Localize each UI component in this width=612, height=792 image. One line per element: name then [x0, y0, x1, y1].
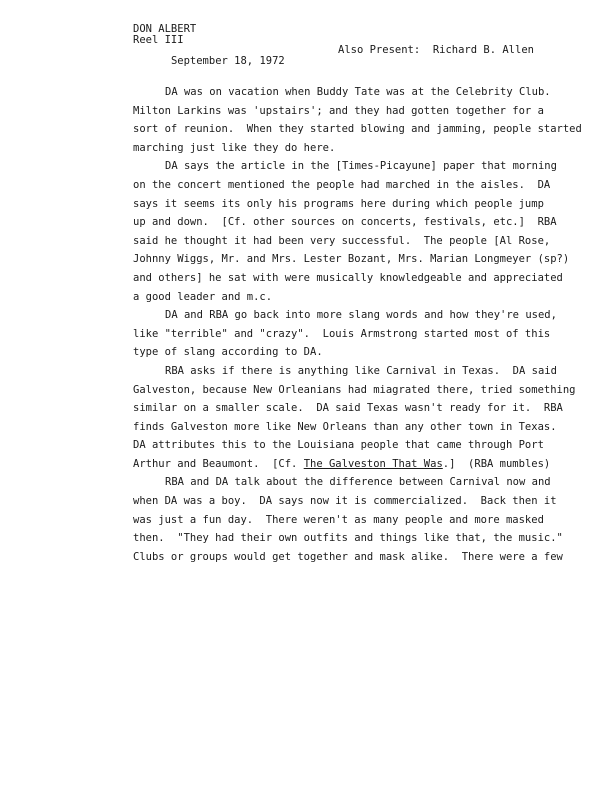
text-line: like "terrible" and "crazy". Louis Armstrong started most of this — [133, 327, 551, 340]
text-line: when DA was a boy. DA says now it is commercialized. Back then it — [133, 495, 557, 508]
transcript-body — [133, 83, 582, 566]
text-line: DA was on vacation when Buddy Tate was at the Celebrity Club. — [165, 86, 551, 98]
text-line: says it seems its only his programs here during which people jump — [133, 197, 544, 210]
text-line: a good leader and m.c. — [133, 290, 273, 303]
text-line: DA says the article in the [Times-Picayune] paper that morning — [165, 160, 557, 173]
text-line: Milton Larkins was 'upstairs'; and they had gotten together for a — [133, 104, 544, 117]
page-header — [133, 23, 593, 67]
paragraph-5 — [133, 473, 573, 566]
text-line: Johnny Wiggs, Mr. and Mrs. Lester Bozant, Mrs. Marian Longmeyer (sp?) — [133, 253, 570, 266]
text-line: DA and RBA go back into more slang words and how they're used, — [165, 309, 557, 322]
text-line: said he thought it had been very successful. The people [Al Rose, — [133, 234, 551, 247]
text-line: RBA asks if there is anything like Carnival in Texas. DA said — [165, 364, 557, 377]
text-line: finds Galveston more like New Orleans than any other town in Texas. — [133, 420, 557, 433]
interviewee-name: DON ALBERT — [133, 23, 197, 35]
text-line: marching just like they do here. — [133, 141, 336, 154]
text-line: similar on a smaller scale. DA said Texas wasn't ready for it. RBA — [133, 402, 563, 415]
text-line: Clubs or groups would get together and mask alike. There were a few — [133, 550, 563, 563]
also-present: Also Present: Richard B. Allen — [338, 44, 534, 56]
text-line: up and down. [Cf. other sources on concerts, festivals, etc.] RBA — [133, 216, 557, 229]
text-line: Galveston, because New Orleanians had miagrated there, tried something — [133, 383, 576, 396]
text-segment: .] (RBA mumbles) — [442, 457, 551, 470]
text-line: RBA and DA talk about the difference between Carnival now and — [165, 476, 551, 489]
text-line-with-citation — [133, 455, 573, 474]
text-line: sort of reunion. When they started blowing and jamming, people started — [133, 123, 582, 136]
text-line: DA attributes this to the Louisiana people that came through Port — [133, 439, 544, 452]
cited-title: The Galveston That Was — [303, 457, 443, 470]
text-line: type of slang according to DA. — [133, 346, 323, 359]
paragraph-1 — [133, 83, 582, 157]
header-date-row — [133, 44, 593, 67]
text-line: was just a fun day. There weren't as many people and more masked — [133, 513, 544, 526]
text-line: and others] he sat with were musically knowledgeable and appreciated — [133, 271, 563, 284]
paragraph-2 — [133, 157, 573, 306]
reel-number: Reel III — [133, 33, 184, 46]
paragraph-3 — [133, 306, 573, 362]
text-line: on the concert mentioned the people had marched in the aisles. DA — [133, 178, 551, 191]
paragraph-4 — [133, 362, 576, 474]
interview-date: September 18, 1972 — [170, 54, 285, 67]
text-line: then. "They had their own outfits and things like that, the music." — [133, 532, 563, 545]
text-segment: Arthur and Beaumont. [Cf. — [133, 457, 304, 470]
